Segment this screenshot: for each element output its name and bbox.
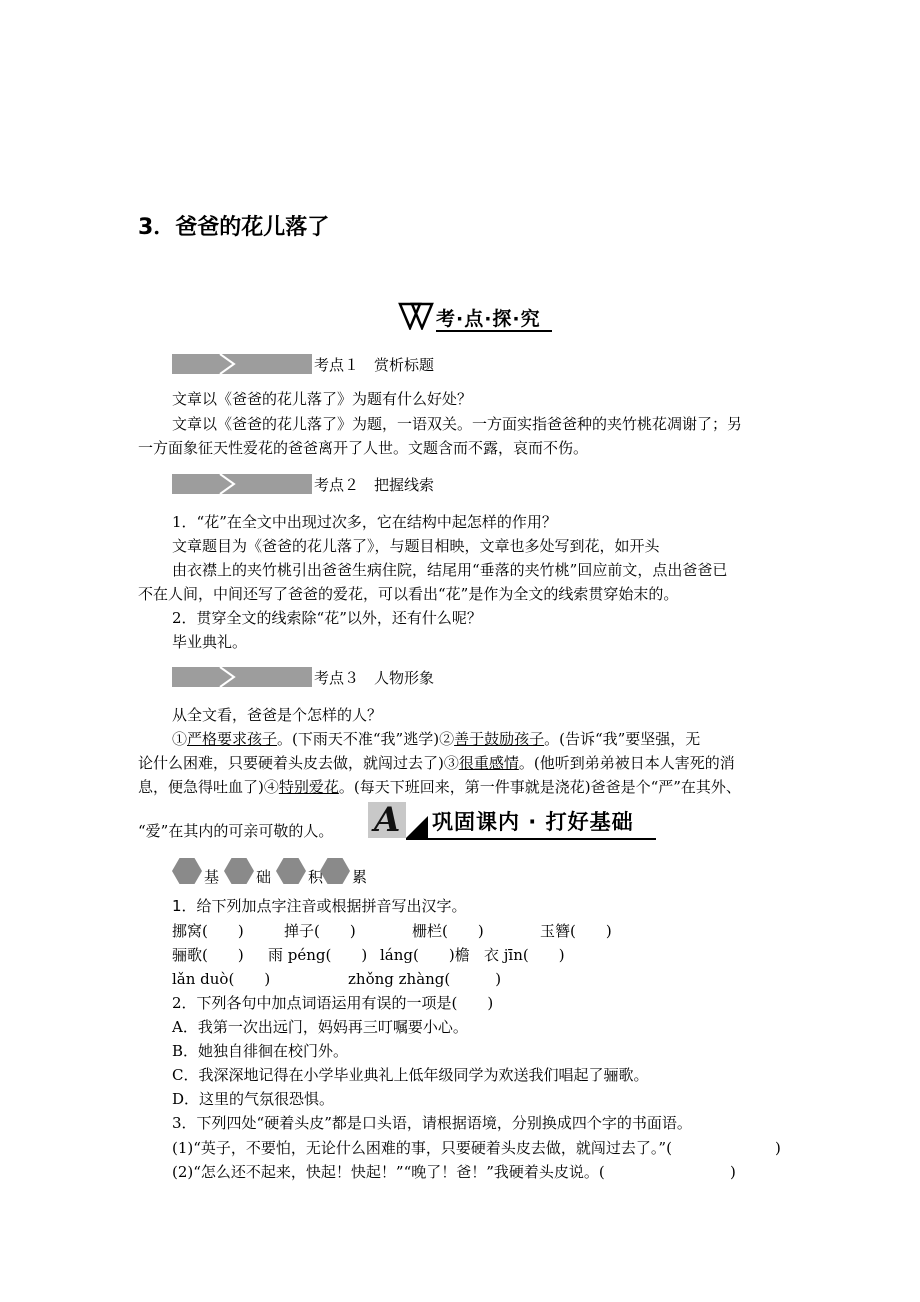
kaodian-2-label: 考点２ 把握线索: [314, 476, 435, 494]
kaodian-2-q1: 1．“花”在全文中出现过次多，它在结构中起怎样的作用？: [172, 513, 557, 531]
kaodian-2-a1-cont2: 不在人间，中间还写了爸爸的爱花，可以看出“花”是作为全文的线索贯穿始末的。: [138, 585, 679, 603]
jcjl-char-2: 础: [256, 868, 272, 886]
q1-item: láng( )檐: [380, 946, 470, 964]
q1-item: 掸子( ): [284, 922, 356, 940]
q2-option-b: B．她独自徘徊在校门外。: [172, 1042, 349, 1060]
kaodian-1-question: 文章以《爸爸的花儿落了》为题有什么好处？: [172, 390, 473, 408]
hexagon-icon: [276, 858, 306, 884]
q2-stem: 2．下列各句中加点词语运用有误的一项是( ): [172, 994, 494, 1012]
section-a-banner: [368, 800, 656, 842]
hexagon-icon: [320, 858, 350, 884]
q1-item: 挪窝( ): [172, 922, 244, 940]
q1-item: 衣 jīn( ): [484, 946, 565, 964]
jcjl-char-4: 累: [352, 868, 368, 886]
q1-stem: 1．给下列加点字注音或根据拼音写出汉字。: [172, 897, 467, 915]
kaodian-1-label: 考点１ 赏析标题: [314, 356, 435, 374]
q1-item: 雨 péng( ): [268, 946, 368, 964]
kaodian-3-answer-line2: 论什么困难，只要硬着头皮去做，就闯过去了)③很重感情。(他听到弟弟被日本人害死的消: [138, 754, 735, 772]
kaodian-3-answer-line1: ①严格要求孩子。(下雨天不准“我”逃学)②善于鼓励孩子。(告诉“我”要坚强，无: [172, 730, 701, 748]
kaodian-3-label: 考点３ 人物形象: [314, 669, 435, 687]
kaodian-3-answer-line4: “爱”在其内的可亲可敬的人。: [138, 822, 334, 840]
q3-stem: 3．下列四处“硬着头皮”都是口头语，请根据语境，分别换成四个字的书面语。: [172, 1114, 692, 1132]
q3-sentence-1: (1)“英子，不要怕，无论什么困难的事，只要硬着头皮去做，就闯过去了。”(: [172, 1139, 672, 1157]
section-a-title: 巩固课内 · 打好基础: [432, 810, 634, 834]
triangle-marker-icon: [406, 816, 428, 838]
kaodian-1-answer: 文章以《爸爸的花儿落了》为题，一语双关。一方面实指爸爸种的夹竹桃花凋谢了；另: [172, 415, 743, 433]
q1-item: 骊歌( ): [172, 946, 244, 964]
hexagon-icon: [224, 858, 254, 884]
jcjl-char-3: 积: [308, 868, 324, 886]
q3-sentence-2-end: ): [730, 1163, 736, 1181]
jcjl-char-1: 基: [204, 868, 220, 886]
chevron-right-icon: [216, 354, 246, 374]
chevron-right-icon: [216, 667, 246, 687]
q2-option-c: C．我深深地记得在小学毕业典礼上低年级同学为欢送我们唱起了骊歌。: [172, 1066, 649, 1084]
chevron-right-icon: [216, 474, 246, 494]
kaodian-1-answer-cont: 一方面象征天性爱花的爸爸离开了人世。文题含而不露，哀而不伤。: [138, 439, 589, 457]
section-banner-text: 考·点·探·究: [436, 308, 541, 330]
q3-sentence-2: (2)“怎么还不起来，快起！快起！”“晚了！爸！”我硬着头皮说。(: [172, 1163, 605, 1181]
section-a-letter: A: [374, 800, 401, 840]
kaodian-2-a1-cont: 由衣襟上的夹竹桃引出爸爸生病住院，结尾用“垂落的夹竹桃”回应前文，点出爸爸已: [172, 561, 728, 579]
q1-item: lǎn duò( ): [172, 970, 271, 988]
q1-item: zhǒng zhàng( ): [348, 970, 502, 988]
q2-option-a: A．我第一次出远门，妈妈再三叮嘱要小心。: [172, 1018, 468, 1036]
kaodian-2-a2: 毕业典礼。: [172, 633, 248, 651]
kaodian-2-a1: 文章题目为《爸爸的花儿落了》，与题目相映，文章也多处写到花，如开头: [172, 537, 660, 555]
kaodian-3-answer-line3: 息，便急得吐血了)④特别爱花。(每天下班回来，第一件事就是浇花)爸爸是个“严”在其外、: [138, 778, 741, 796]
hexagon-icon: [172, 858, 202, 884]
kaodian-3-question: 从全文看，爸爸是个怎样的人？: [172, 706, 383, 724]
kaodian-2-q2: 2．贯穿全文的线索除“花”以外，还有什么呢？: [172, 609, 482, 627]
q3-sentence-1-end: ): [775, 1139, 781, 1157]
q2-option-d: D．这里的气氛很恐惧。: [172, 1090, 335, 1108]
q1-item: 栅栏( ): [412, 922, 484, 940]
page-title: 3．爸爸的花儿落了: [138, 215, 330, 240]
q1-item: 玉簪( ): [540, 922, 612, 940]
